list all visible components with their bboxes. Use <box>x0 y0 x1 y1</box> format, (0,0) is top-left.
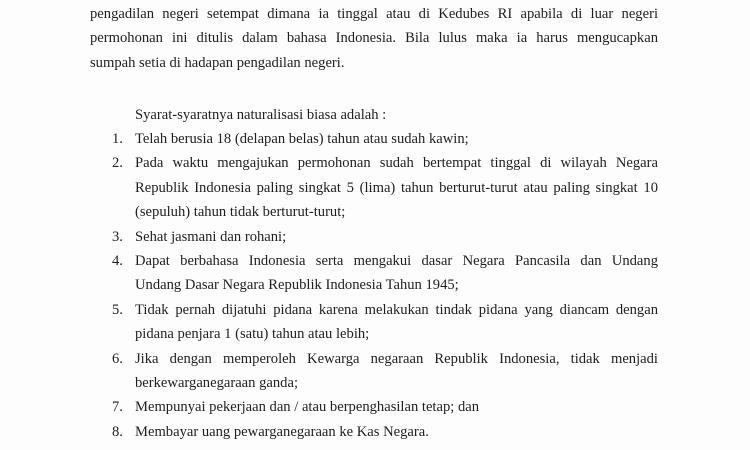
item-line: Undang Dasar Negara Republik Indonesia Tahun 1945; <box>135 277 459 294</box>
requirements-list <box>90 127 658 444</box>
item-number: 2. <box>112 155 123 172</box>
item-number: 5. <box>112 301 123 318</box>
item-line: Sehat jasmani dan rohani; <box>135 228 287 245</box>
requirement-item <box>90 249 658 298</box>
item-line: (sepuluh) tahun tidak berturut-turut; <box>135 204 346 221</box>
item-line: Telah berusia 18 (delapan belas) tahun atau sudah kawin; <box>135 131 469 147</box>
item-line: Pada waktu mengajukan permohonan sudah bertempat tinggal di wilayah Negara <box>135 155 658 172</box>
item-line: Membayar uang pewarganegaraan ke Kas Negara. <box>135 423 429 440</box>
requirement-item <box>90 151 658 224</box>
requirement-item <box>90 298 658 347</box>
item-number: 7. <box>112 399 123 416</box>
requirement-item <box>90 127 658 151</box>
item-line: Republik Indonesia paling singkat 5 (lima) tahun berturut-turut atau paling singkat 10 <box>135 179 658 196</box>
item-line: Dapat berbahasa Indonesia serta mengakui dasar Negara Pancasila dan Undang <box>135 253 658 270</box>
item-line: Tidak pernah dijatuhi pidana karena melakukan tindak pidana yang diancam dengan <box>135 301 658 318</box>
requirement-item <box>90 347 658 396</box>
body-paragraph <box>90 2 658 75</box>
item-number: 8. <box>112 423 123 440</box>
requirements-intro: Syarat-syaratnya naturalisasi biasa adalah : <box>135 107 387 123</box>
paragraph-line: sumpah setia di hadapan pengadilan negeri. <box>90 54 345 71</box>
item-number: 6. <box>112 350 123 367</box>
item-line: Jika dengan memperoleh Kewarga negaraan Republik Indonesia, tidak menjadi <box>135 350 658 367</box>
item-line: berkewarganegaraan ganda; <box>135 375 299 392</box>
item-line: pidana penjara 1 (satu) tahun atau lebih; <box>135 326 370 343</box>
item-number: 4. <box>112 253 123 270</box>
requirement-item <box>90 395 658 419</box>
requirement-item <box>90 420 658 444</box>
item-number: 3. <box>112 228 123 245</box>
item-number: 1. <box>112 131 123 147</box>
paragraph-line: pengadilan negeri setempat dimana ia tinggal atau di Kedubes RI apabila di luar negeri <box>90 6 658 22</box>
paragraph-line: permohonan ini ditulis dalam bahasa Indonesia. Bila lulus maka ia harus mengucapkan <box>90 30 658 47</box>
item-line: Mempunyai pekerjaan dan / atau berpenghasilan tetap; dan <box>135 399 480 416</box>
requirement-item <box>90 225 658 249</box>
